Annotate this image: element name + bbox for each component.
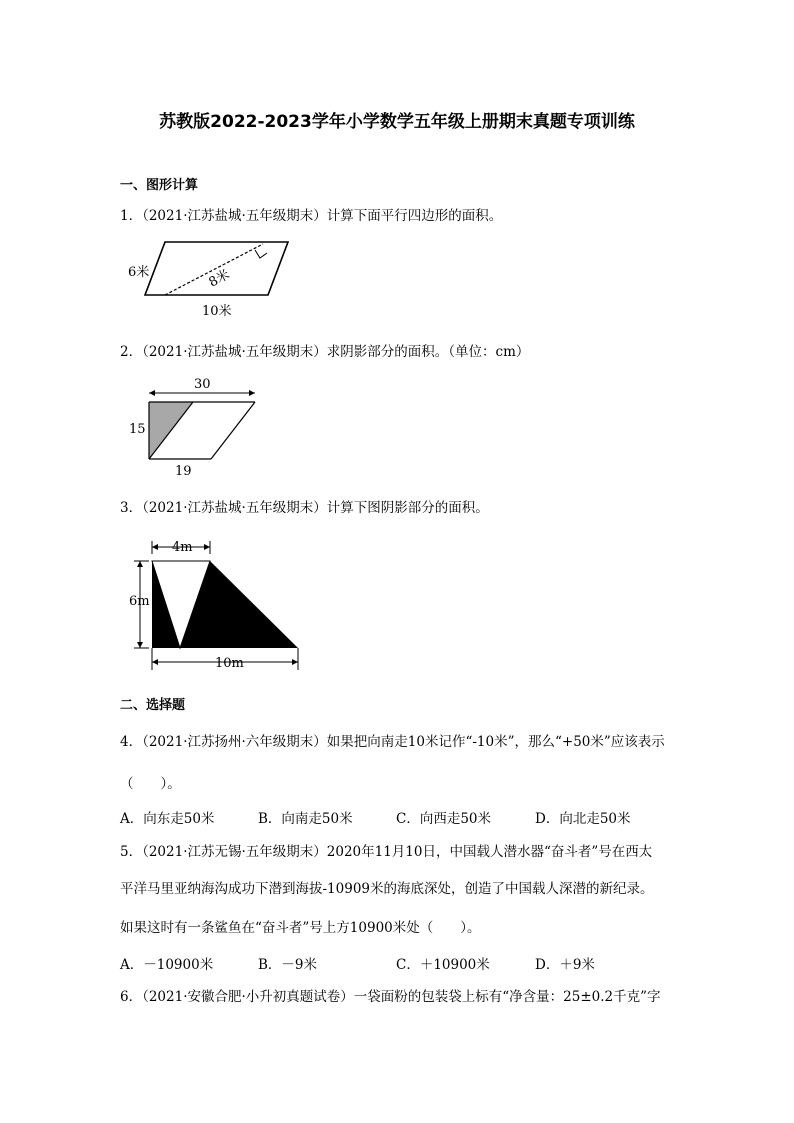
q4-option-d[interactable]: D．向北走50米 [535, 811, 631, 827]
shaded-parallelogram-figure [125, 373, 265, 481]
question-1-text: 1．（2021·江苏盐城·五年级期末）计算下面平行四边形的面积。 [120, 208, 503, 224]
question-5-text-line3: 如果这时有一条鲨鱼在“奋斗者”号上方10900米处（ ）。 [120, 920, 481, 936]
question-2-text: 2．（2021·江苏盐城·五年级期末）求阴影部分的面积。（单位：cm） [120, 344, 530, 360]
q5-option-b[interactable]: B．－9米 [258, 957, 318, 973]
bottom-dimension-label: 10m [215, 656, 244, 671]
question-5-text-line2: 平洋马里亚纳海沟成功下潜到海拔-10909米的海底深处，创造了中国载人深潜的新纪录。 [120, 881, 654, 897]
question-3-text: 3．（2021·江苏盐城·五年级期末）计算下图阴影部分的面积。 [120, 500, 489, 516]
page-title: 苏教版2022-2023学年小学数学五年级上册期末真题专项训练 [159, 112, 635, 132]
parallelogram-figure [120, 238, 300, 323]
q4-option-a[interactable]: A．向东走50米 [120, 811, 215, 827]
q5-option-c[interactable]: C．＋10900米 [396, 957, 490, 973]
left-dimension-label: 6m [129, 594, 150, 609]
q5-option-d[interactable]: D．＋9米 [535, 957, 595, 973]
question-4-text-line2: （ ）。 [120, 776, 181, 792]
shaded-triangle-figure [125, 532, 310, 677]
top-dimension-label: 30 [194, 377, 211, 392]
base-label: 10米 [202, 304, 232, 319]
question-4-text-line1: 4．（2021·江苏扬州·六年级期末）如果把向南走10米记作“-10米”，那么“+50米”应该表示 [120, 734, 665, 750]
q4-option-b[interactable]: B．向南走50米 [258, 811, 353, 827]
top-dimension-label: 4m [172, 540, 193, 555]
section-heading-multiple-choice: 二、选择题 [120, 698, 186, 713]
bottom-dimension-label: 19 [175, 464, 192, 479]
q5-option-a[interactable]: A．－10900米 [120, 957, 214, 973]
side-label: 6米 [128, 265, 150, 280]
question-5-text-line1: 5．（2021·江苏无锡·五年级期末）2020年11月10日，中国载人潜水器“奋斗者”号在西太 [120, 844, 653, 860]
left-dimension-label: 15 [129, 422, 146, 437]
height-label: 8米 [206, 267, 233, 291]
q4-option-c[interactable]: C．向西走50米 [396, 811, 492, 827]
section-heading-figures: 一、图形计算 [120, 178, 199, 193]
question-6-text-line1: 6．（2021·安徽合肥·小升初真题试卷）一袋面粉的包装袋上标有“净含量：25±0.2千克”字 [120, 989, 661, 1005]
